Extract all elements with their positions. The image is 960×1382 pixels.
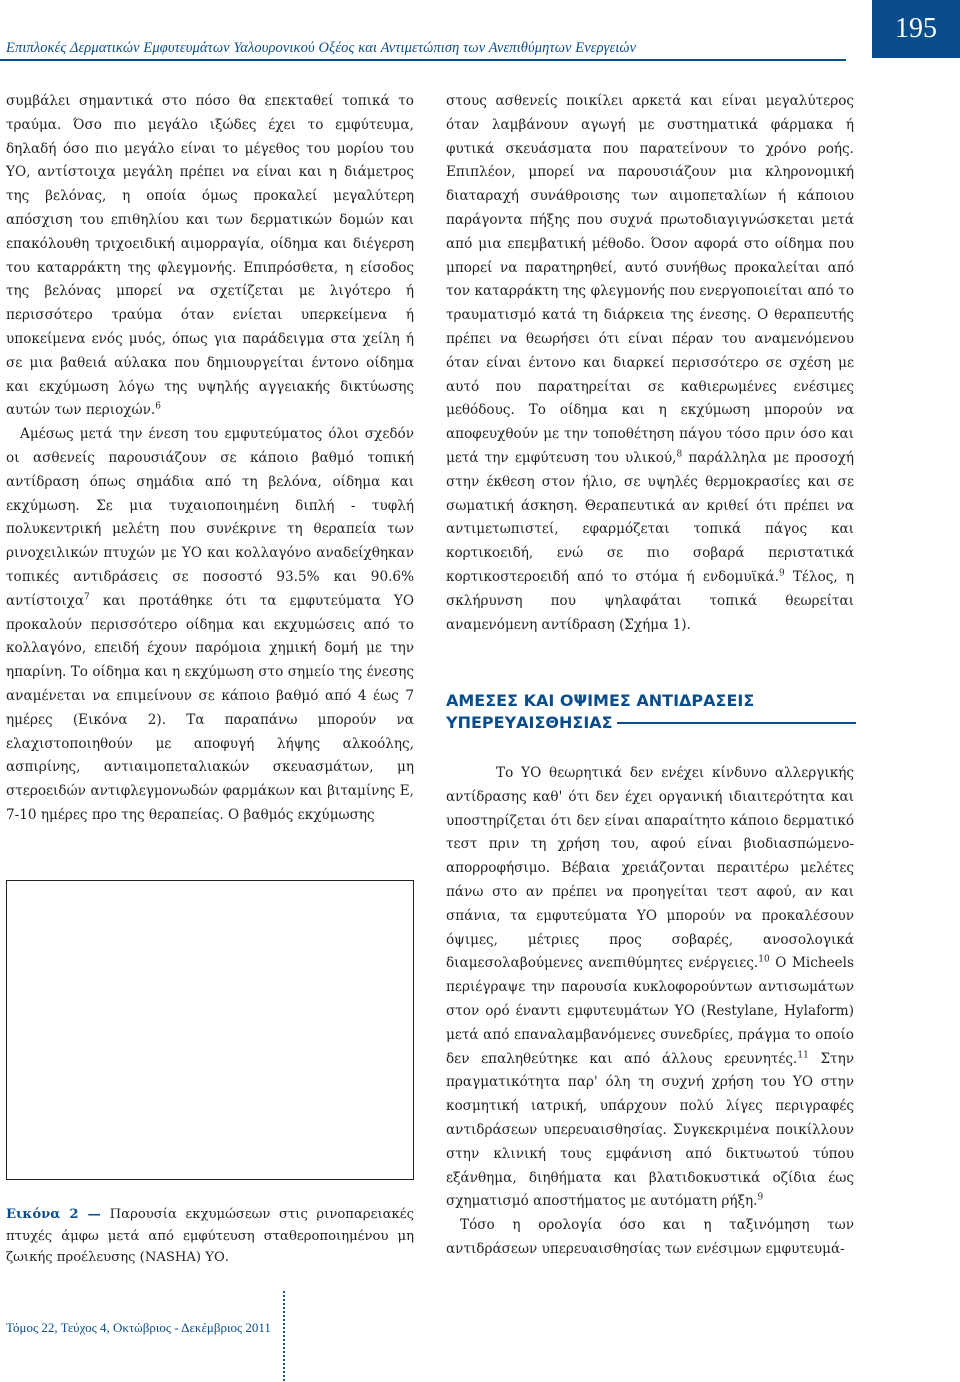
left-paragraph-1: συμβάλει σημαντικά στο πόσο θα επεκταθεί τοπικά το τραύμα. Όσο πιο μεγάλο ιξώδες έχει το εμφύτευμα, δηλαδή όσο πιο μεγάλο είναι το μέγεθος του μορίου του ΥΟ, αντίστοιχα μεγάλη πρέπει να είναι και η διάμετρος της βελόνας, η οποία όμως προκαλεί μεγαλύτερη απόσχιση του επιθηλίου και των δερματικών δομών και επακόλουθη τριχοειδική αιμορραγία, οίδημα και διέγερση του καταρράκτη της φλεγμονής. Επιπρόσθετα, η είσοδος της βελόνας μπορεί να σχετίζεται με λιγότερο ή περισσότερο τραύμα όταν ενίεται υπερκείμενα ή υποκείμενα ενός μυός, όπως για παράδειγμα στα χείλη ή σε μια βαθειά αύλακα που δημιουργείται έντονο οίδημα και εκχύμωση λόγω της υψηλής αγγειακής δικτύωσης αυτών των περιοχών.$^6$ [6,93,414,419]
citation-ref: 8 [676,449,683,460]
section-heading-line-2: ΥΠΕΡΕΥΑΙΣΘΗΣΙΑΣ [446,713,613,732]
citation-ref: 10 [758,954,770,965]
right-paragraph-1: στους ασθενείς ποικίλει αρκετά και είναι μεγαλύτερος όταν λαμβάνουν αγωγή με συστηματικά φάρμακα ή φυτικά σκευάσματα που παρατείνουν το χρόνο ροής. Επιπλέον, μπορεί να παρουσιάζουν μια κληρονομική διαταραχή συνάθροισης των αιμοπεταλίων ή κάποιου παράγοντα πήξης που συχνά πρωτοδιαγιγνώσκεται μετά από μια επεμβατική μέθοδο. Όσον αφορά στο οίδημα που μπορεί να παρατηρηθεί, αυτό συνήθως προκαλείται από τον καταρράκτη της φλεγμονής που ενεργοποιείται από το τραυματισμό κατά τη διάρκεια της ένεσης. Ο θεραπευτής πρέπει να θεωρήσει ότι είναι πέραν του αναμενόμενου όταν είναι έντονο και διαρκεί περισσότερο σε σχέση με αυτό που παρατηρείται σε καθιερωμένες ενέσιμες μεθόδους. Το οίδημα και η εκχύμωση μπορούν να αποφευχθούν με την τοποθέτηση πάγου τόσο πριν όσο και μετά την εμφύτευση του υλικού,$^8$ παράλληλα με προσοχή στην έκθεση στον ήλιο, σε υψηλές θερμοκρασίες και σε σωματική άσκηση. Θεραπευτικά αν κριθεί ότι πρέπει να αντιμετωπιστεί, εφαρμόζεται τοπικά πάγος και κορτικοειδή, ενώ σε πιο σοβαρά περιστατικά κορτικοστεροειδή από το στόμα ή ενδομυϊκά.$^9$ Τέλος, η σκλήρυνση που ψηλαφάται τοπικά θεωρείται αναμενόμενη αντίδραση (Σχήμα 1). [446,93,854,633]
section-body [446,762,854,1262]
figure-caption-text: Παρουσία εκχυμώσεων στις ρινοπαρειακές πτυχές άμφω μετά από εμφύτευση σταθεροποιημένου μη ζωικής προέλευσης (NASHA) ΥΟ. [6,1207,414,1266]
section-paragraph-1: Το ΥΟ θεωρητικά δεν ενέχει κίνδυνο αλλεργικής αντίδρασης καθ' ότι δεν έχει οργανική ιδιαιτερότητα και υποστηρίζεται ότι δεν είναι απαραίτητο κάποιο δερματικό τεστ πριν τη χρήση του, αφού είναι βιοδιασπώμενο-απορροφήσιμο. Βέβαια χρειάζονται περαιτέρω μελέτες πάνω στο αν πρέπει να προηγείται τεστ αφού, αν και σπάνια, τα εμφυτεύματα ΥΟ μπορούν να προκαλέσουν όψιμες, μέτριες προς σοβαρές, ανοσολογικά διαμεσολαβούμενες ανεπιθύμητες ενέργειες.$^{10}$ Ο Micheels περιέγραψε την παρουσία κυκλοφορούντων αντισωμάτων στον ορό έναντι εμφυτευμάτων ΥΟ (Restylane, Hylaform) μετά από επαναλαμβανόμενες συνεδρίες, πράγμα το οποίο δεν επαληθεύτηκε και από άλλους ερευνητές.$^{11}$ Στην πραγματικότητα παρ' όλη τη συχνή χρήση του ΥΟ στην κοσμητική ιατρική, υπάρχουν πολύ λίγες περιγραφές αντιδράσεων υπερευαισθησίας. Συγκεκριμένα ποικίλλουν στην κλινική τους εμφάνιση από δικτυωτού τύπου εξάνθημα, διηθήματα και βλατιδοκυστικά οζίδια έως σχηματισμό αποστήματος με αυτόματη ρήξη.$^9$ [446,765,854,1210]
right-column [446,90,854,637]
citation-ref: 9 [757,1192,764,1203]
running-header-title: Επιπλοκές Δερματικών Εμφυτευμάτων Υαλουρονικού Οξέος και Αντιμετώπιση των Ανεπιθύμητων Ενεργειών [6,40,637,56]
left-column [6,90,414,828]
citation-ref: 6 [155,401,161,412]
left-paragraph-2: Αμέσως μετά την ένεση του εμφυτεύματος όλοι σχεδόν οι ασθενείς παρουσιάζουν σε κάποιο βαθμό τοπική αντίδραση όπως σημάδια από τη βελόνα, οίδημα και εκχύμωση. Σε μια τυχαιοποιημένη διπλή - τυφλή πολυκεντρική μελέτη που συνέκρινε τη θεραπεία των ρινοχειλικών πτυχών με ΥΟ και κολλαγόνο αναδείχθηκαν τοπικές αντιδράσεις σε ποσοστό 93.5% και 90.6% αντίστοιχα$^7$ και προτάθηκε ότι τα εμφυτεύματα ΥΟ προκαλούν περισσότερο οίδημα και εκχυμώσεις από το κολλαγόνο, επειδή έχουν παρόμοια χημική δομή με την ηπαρίνη. Το οίδημα και η εκχύμωση στο σημείο της ένεσης αναμένεται να επιμείνουν σε κάποιο βαθμό από 4 έως 7 ημέρες (Εικόνα 2). Τα παραπάνω μπορούν να ελαχιστοποιηθούν με αποφυγή λήψης αλκοόλης, ασπιρίνης, αντιαιμοπεταλιακών σκευασμάτων, μη στεροειδών αντιφλεγμονωδών φαρμάκων και βιταμίνης Ε, 7-10 ημέρες προ της θεραπείας. Ο βαθμός εκχύμωσης [6,426,414,823]
section-heading-line-1: ΑΜΕΣΕΣ ΚΑΙ ΟΨΙΜΕΣ ΑΝΤΙΔΡΑΣΕΙΣ [446,691,755,710]
section-paragraph-2: Τόσο η ορολογία όσο και η ταξινόμηση των αντιδράσεων υπερευαισθησίας των ενέσιμων εμφυτευμά- [446,1217,854,1257]
footer-issue-info: Τόμος 22, Τεύχος 4, Οκτώβριος - Δεκέμβριος 2011 [6,1320,271,1335]
citation-ref: 9 [778,568,785,579]
header-rule [0,59,846,61]
footer-dotted-rule [282,1290,286,1382]
figure-caption: Εικόνα 2 — Παρουσία εκχυμώσεων στις ρινοπαρειακές πτυχές άμφω μετά από εμφύτευση σταθεροποιημένου μη ζωικής προέλευσης (NASHA) ΥΟ. [6,1207,414,1266]
page-number: 195 [872,0,960,58]
section-heading-rule [617,722,856,724]
section-heading [446,690,856,734]
figure-label: Εικόνα 2 [6,1207,79,1222]
citation-ref: 11 [797,1050,809,1061]
citation-ref: 7 [84,592,90,603]
figure-image-placeholder [6,880,414,1180]
